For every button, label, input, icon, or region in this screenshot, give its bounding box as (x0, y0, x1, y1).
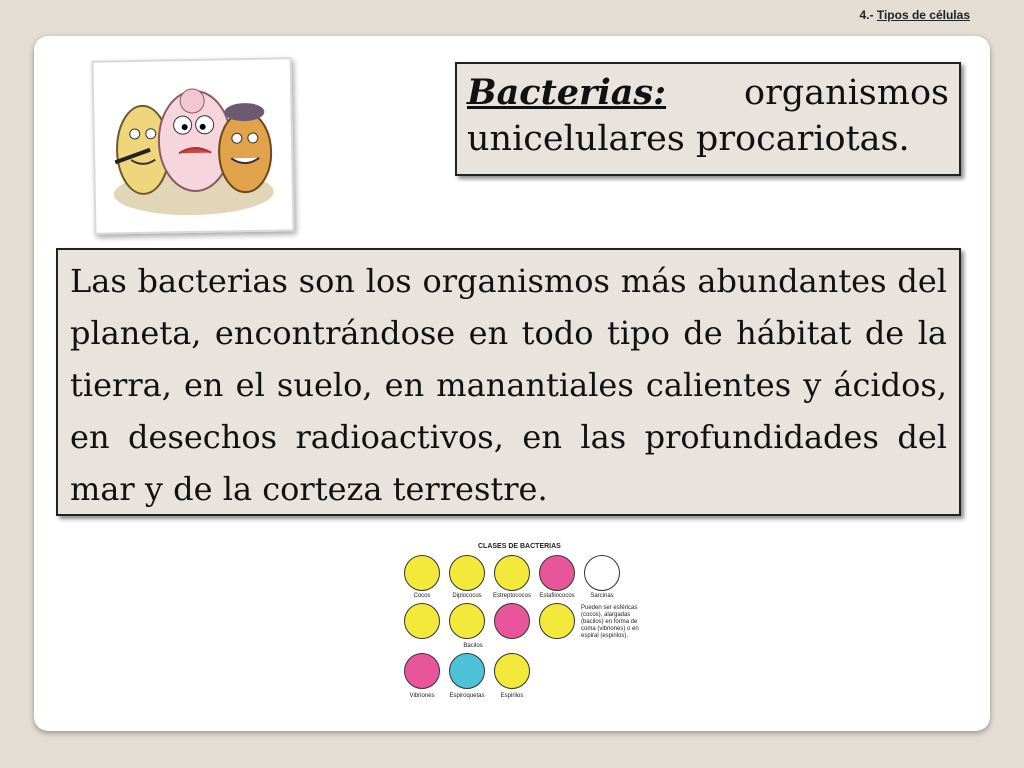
sarcinas-cell-icon (584, 555, 620, 591)
title-line-1 (467, 70, 949, 116)
body-text-box (56, 248, 961, 516)
slide-header (859, 8, 970, 22)
cocos-cell-icon (404, 555, 440, 591)
title-line-2: unicelulares procariotas. (467, 119, 910, 159)
label-vibriones: Vibriones (409, 693, 435, 699)
diagram-title: CLASES DE BACTERIAS (478, 543, 561, 550)
label-estreptococos: Estreptococos (492, 593, 532, 599)
espirilos-cell-icon (494, 653, 530, 689)
estafilococos-cell-icon (539, 555, 575, 591)
bacteria-classes-diagram (398, 541, 652, 705)
bacilo-cell-icon-3 (494, 603, 530, 639)
vibriones-cell-icon (404, 653, 440, 689)
espiroquetas-cell-icon (449, 653, 485, 689)
bacilo-cell-icon-1 (404, 603, 440, 639)
body-text: Las bacterias son los organismos más abundantes del planeta, encontrándose en todo tipo de hábitat de la tierra, en el suelo, en manantiales calientes y ácidos, en desechos radioactivos, en las profundidades del mar y de la corteza terrestre. (70, 262, 947, 508)
label-espirilos: Espirilos (500, 693, 524, 699)
title-box (455, 62, 961, 176)
section-number: 4.- (859, 8, 874, 22)
bacteria-cartoon-illustration (94, 59, 293, 232)
label-sarcinas: Sarcinas (590, 593, 614, 599)
label-diplococos: Diplococos (452, 593, 482, 599)
section-link[interactable]: Tipos de células (876, 8, 970, 22)
title-rest: organismos (744, 73, 949, 113)
bacteria-cartoon-image (91, 57, 294, 234)
estreptococos-cell-icon (494, 555, 530, 591)
diplococos-cell-icon (449, 555, 485, 591)
label-estafilococos: Estafilococos (539, 593, 575, 599)
label-espiroquetas: Espiroquetas (449, 693, 485, 699)
bacilo-cell-icon-2 (449, 603, 485, 639)
diagram-note: Pueden ser esféricas (cocos), alargadas (bacilos) en forma de coma (vibriones) o en espiral (espirilos). (581, 605, 639, 639)
title-term: Bacterias: (467, 72, 667, 113)
label-bacilos: Bacilos (463, 643, 483, 649)
label-cocos: Cocos (413, 593, 431, 599)
bacilo-cell-icon-4 (539, 603, 575, 639)
